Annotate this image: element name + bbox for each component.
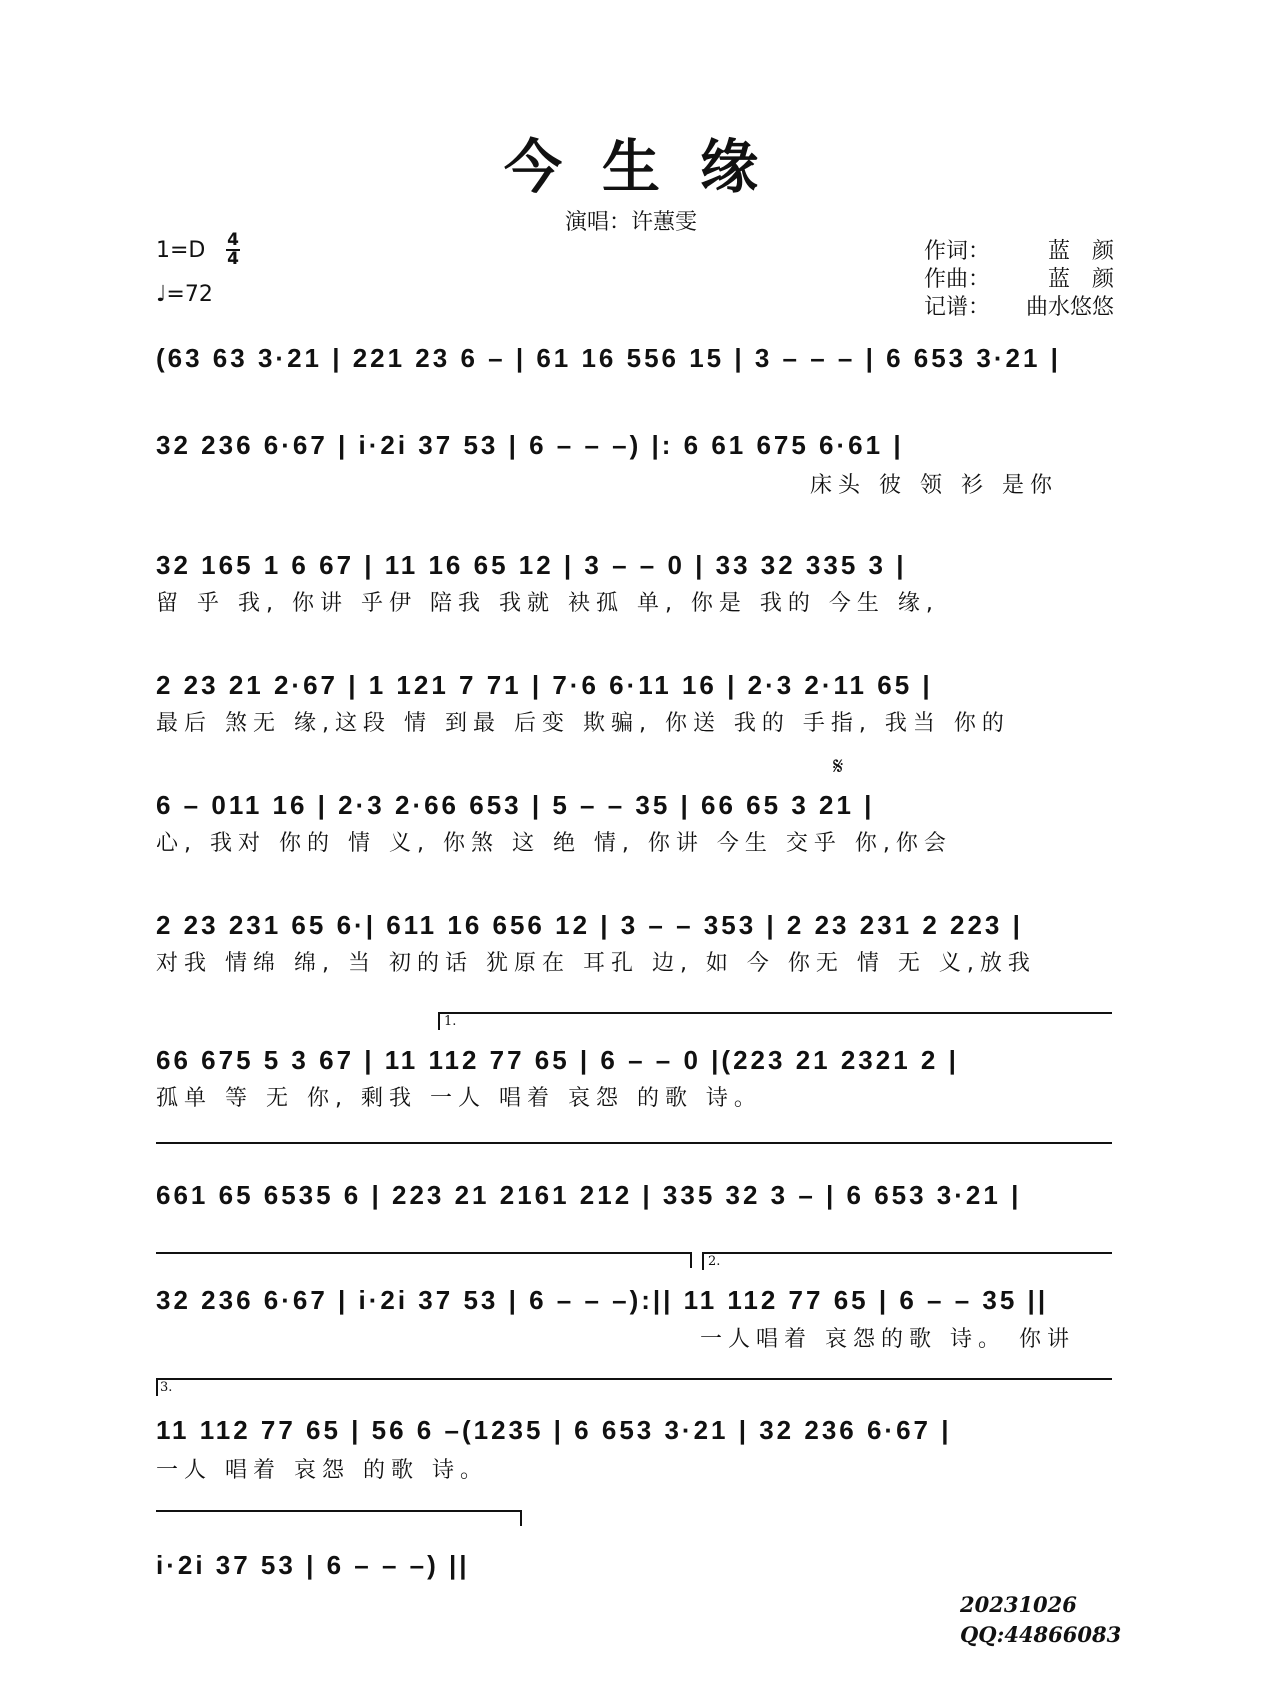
score-line-4: 2 23 21 2·67 | 1 121 7 71 | 7·6 6·11 16 | 2·3 2·11 65 | xyxy=(156,670,933,700)
coda-bracket-hook xyxy=(520,1510,522,1526)
volta-1-label: 1. xyxy=(444,1014,457,1029)
lyrics-line-4: 最后 煞无 缘,这段 情 到最 后变 欺骗, 你送 我的 手指, 我当 你的 xyxy=(156,711,1010,736)
score-line-7: 66 675 5 3 67 | 11 112 77 65 | 6 – – 0 |(223 21 2321 2 | xyxy=(156,1045,959,1075)
page-title: 今生缘 xyxy=(503,133,798,201)
volta-2-hook xyxy=(702,1252,704,1270)
tempo-value: =72 xyxy=(166,282,213,307)
transcription-date: 20231026 xyxy=(960,1592,1077,1617)
volta-2-bracket xyxy=(702,1252,1112,1254)
credits-block xyxy=(924,238,1114,322)
lyrics-line-10: 一人 唱着 哀怨 的歌 诗。 xyxy=(156,1458,488,1483)
lyrics-line-9: 一人唱着 哀怨的歌 诗。 你讲 xyxy=(700,1327,1075,1352)
volta-2-label: 2. xyxy=(708,1254,721,1269)
score-line-8: 661 65 6535 6 | 223 21 2161 212 | 335 32 3 – | 6 653 3·21 | xyxy=(156,1180,1022,1210)
lyrics-line-3: 留 乎 我, 你讲 乎伊 陪我 我就 袂孤 单, 你是 我的 今生 缘, xyxy=(156,591,939,616)
volta-1-continuation xyxy=(156,1252,690,1254)
lyrics-line-2: 床头 彼 领 衫 是你 xyxy=(810,473,1058,498)
score-line-6: 2 23 231 65 6·| 611 16 656 12 | 3 – – 353 | 2 23 231 2 223 | xyxy=(156,910,1023,940)
coda-bracket xyxy=(156,1510,520,1512)
time-signature xyxy=(226,232,240,268)
segno-sign: 𝄋 xyxy=(833,752,844,780)
lyrics-line-6: 对我 情绵 绵, 当 初的话 犹原在 耳孔 边, 如 今 你无 情 无 义,放我 xyxy=(156,951,1036,976)
score-line-10: 11 112 77 65 | 56 6 –(1235 | 6 653 3·21 | 32 236 6·67 | xyxy=(156,1415,952,1445)
lyrics-line-5: 心, 我对 你的 情 义, 你煞 这 绝 情, 你讲 今生 交乎 你,你会 xyxy=(156,831,952,856)
score-line-1: (63 63 3·21 | 221 23 6 – | 61 16 556 15 | 3 – – – | 6 653 3·21 | xyxy=(156,343,1061,373)
volta-1-end-hook xyxy=(690,1252,692,1268)
volta-1-hook xyxy=(438,1012,440,1030)
contact-qq: QQ:44866083 xyxy=(960,1622,1122,1647)
time-numerator: 4 xyxy=(227,230,239,250)
volta-1-bracket xyxy=(438,1012,1112,1014)
quarter-note-icon: ♩ xyxy=(156,282,167,307)
credit-composer: 作曲： 蓝 颜 xyxy=(924,267,1114,292)
score-line-9: 32 236 6·67 | i·2i 37 53 | 6 – – –):|| 11 112 77 65 | 6 – – 35 || xyxy=(156,1285,1049,1315)
volta-3-bracket xyxy=(156,1378,1112,1380)
time-denominator: 4 xyxy=(227,249,239,269)
tempo-marking xyxy=(156,282,213,307)
score-line-5: 6 – 011 16 | 2·3 2·66 653 | 5 – – 35 | 66 65 3 21 | xyxy=(156,790,875,820)
singer-credit: 演唱：许蕙雯 xyxy=(564,210,697,235)
credit-transcriber: 记谱： 曲水悠悠 xyxy=(924,295,1114,320)
key-signature: 1=D xyxy=(156,238,206,263)
credit-lyricist: 作词： 蓝 颜 xyxy=(924,239,1114,264)
lyrics-line-7: 孤单 等 无 你, 剩我 一人 唱着 哀怨 的歌 诗。 xyxy=(156,1086,762,1111)
volta-3-label: 3. xyxy=(160,1380,173,1395)
volta-3-hook xyxy=(156,1378,158,1396)
score-line-2: 32 236 6·67 | i·2i 37 53 | 6 – – –) |: 6 61 675 6·61 | xyxy=(156,430,904,460)
section-divider xyxy=(156,1142,1112,1144)
score-line-11: i·2i 37 53 | 6 – – –) || xyxy=(156,1550,470,1580)
score-line-3: 32 165 1 6 67 | 11 16 65 12 | 3 – – 0 | 33 32 335 3 | xyxy=(156,550,907,580)
